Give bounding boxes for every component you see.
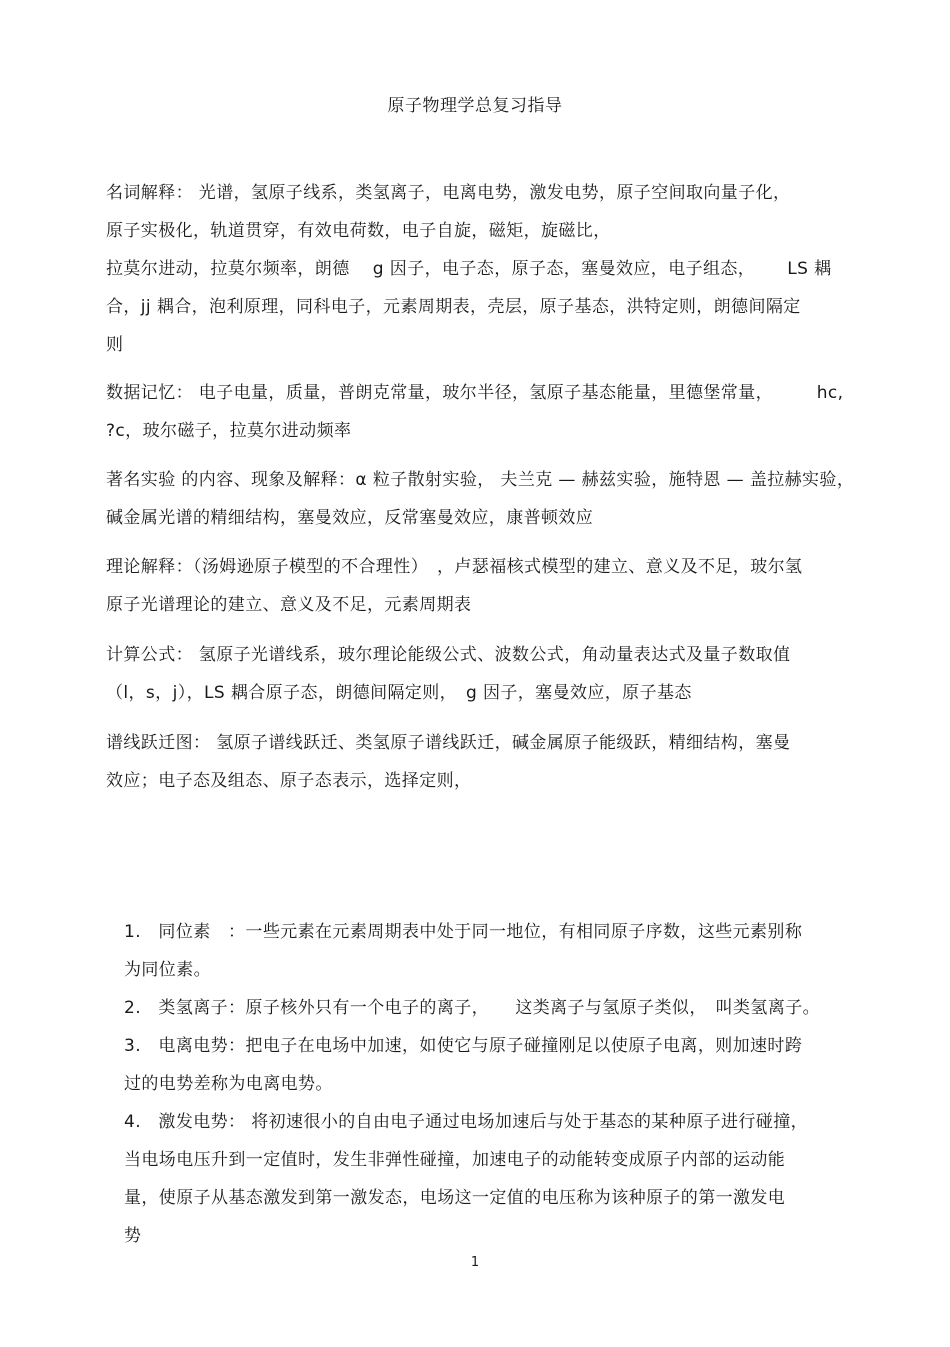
section-transitions: [106, 724, 866, 800]
definition-item: [124, 913, 864, 989]
definition-line: 3. 电离电势：把电子在电场中加速，如使它与原子碰撞刚足以使原子电离，则加速时跨: [124, 1036, 803, 1056]
section-experiments: [106, 461, 866, 537]
section-line: （l，s，j），LS 耦合原子态，朗德间隔定则， g 因子，塞曼效应，原子基态: [106, 683, 692, 703]
definition-item: [124, 989, 864, 1027]
definition-list: [124, 913, 864, 1255]
section-line: 数据记忆： 电子电量，质量，普朗克常量，玻尔半径，氢原子基态能量，里德堡常量， hc,: [106, 383, 844, 403]
definition-line: 当电场电压升到一定值时，发生非弹性碰撞，加速电子的动能转变成原子内部的运动能: [124, 1150, 786, 1170]
section-line: 名词解释： 光谱，氢原子线系，类氢离子，电离电势，激发电势，原子空间取向量子化，: [106, 183, 791, 203]
section-data-memory: [106, 374, 866, 450]
definition-line: 1. 同位素 ：一些元素在元素周期表中处于同一地位，有相同原子序数，这些元素别称: [124, 922, 803, 942]
section-line: 谱线跃迁图： 氢原子谱线跃迁、类氢原子谱线跃迁，碱金属原子能级跃，精细结构，塞曼: [106, 733, 791, 753]
section-line: 著名实验 的内容、现象及解释：α 粒子散射实验， 夫兰克 — 赫兹实验，施特恩 — 盖拉赫实验，: [106, 470, 855, 490]
section-line: 拉莫尔进动，拉莫尔频率，朗德 g 因子，电子态，原子态，塞曼效应，电子组态， LS 耦: [106, 259, 832, 279]
document-title: 原子物理学总复习指导: [387, 96, 563, 116]
page-number: 1: [470, 1255, 480, 1270]
section-terms: [106, 174, 866, 364]
section-line: 碱金属光谱的精细结构，塞曼效应，反常塞曼效应，康普顿效应: [106, 508, 594, 528]
section-line: 原子光谱理论的建立、意义及不足，元素周期表: [106, 595, 472, 615]
section-line: 合，jj 耦合，泡利原理，同科电子，元素周期表，壳层，原子基态，洪特定则，朗德间隔定: [106, 297, 801, 317]
section-theory: [106, 548, 866, 624]
definition-line: 势: [124, 1226, 142, 1246]
section-line: 原子实极化，轨道贯穿，有效电荷数，电子自旋，磁矩，旋磁比，: [106, 221, 611, 241]
section-line: 则: [106, 335, 124, 355]
section-line: 计算公式： 氢原子光谱线系，玻尔理论能级公式、波数公式，角动量表达式及量子数取值: [106, 645, 791, 665]
definition-line: 过的电势差称为电离电势。: [124, 1074, 333, 1094]
definition-line: 量，使原子从基态激发到第一激发态，电场这一定值的电压称为该种原子的第一激发电: [124, 1188, 786, 1208]
definition-line: 2. 类氢离子：原子核外只有一个电子的离子， 这类离子与氢原子类似， 叫类氢离子。: [124, 998, 821, 1018]
section-formulas: [106, 636, 866, 712]
section-line: ?c，玻尔磁子，拉莫尔进动频率: [106, 421, 352, 441]
definition-item: [124, 1103, 864, 1255]
definition-line: 4. 激发电势： 将初速很小的自由电子通过电场加速后与处于基态的某种原子进行碰撞，: [124, 1112, 809, 1132]
section-line: 效应；电子态及组态、原子态表示，选择定则，: [106, 771, 472, 791]
definition-line: 为同位素。: [124, 960, 211, 980]
section-line: 理论解释：（汤姆逊原子模型的不合理性） ，卢瑟福核式模型的建立、意义及不足，玻尔氢: [106, 557, 803, 577]
definition-item: [124, 1027, 864, 1103]
